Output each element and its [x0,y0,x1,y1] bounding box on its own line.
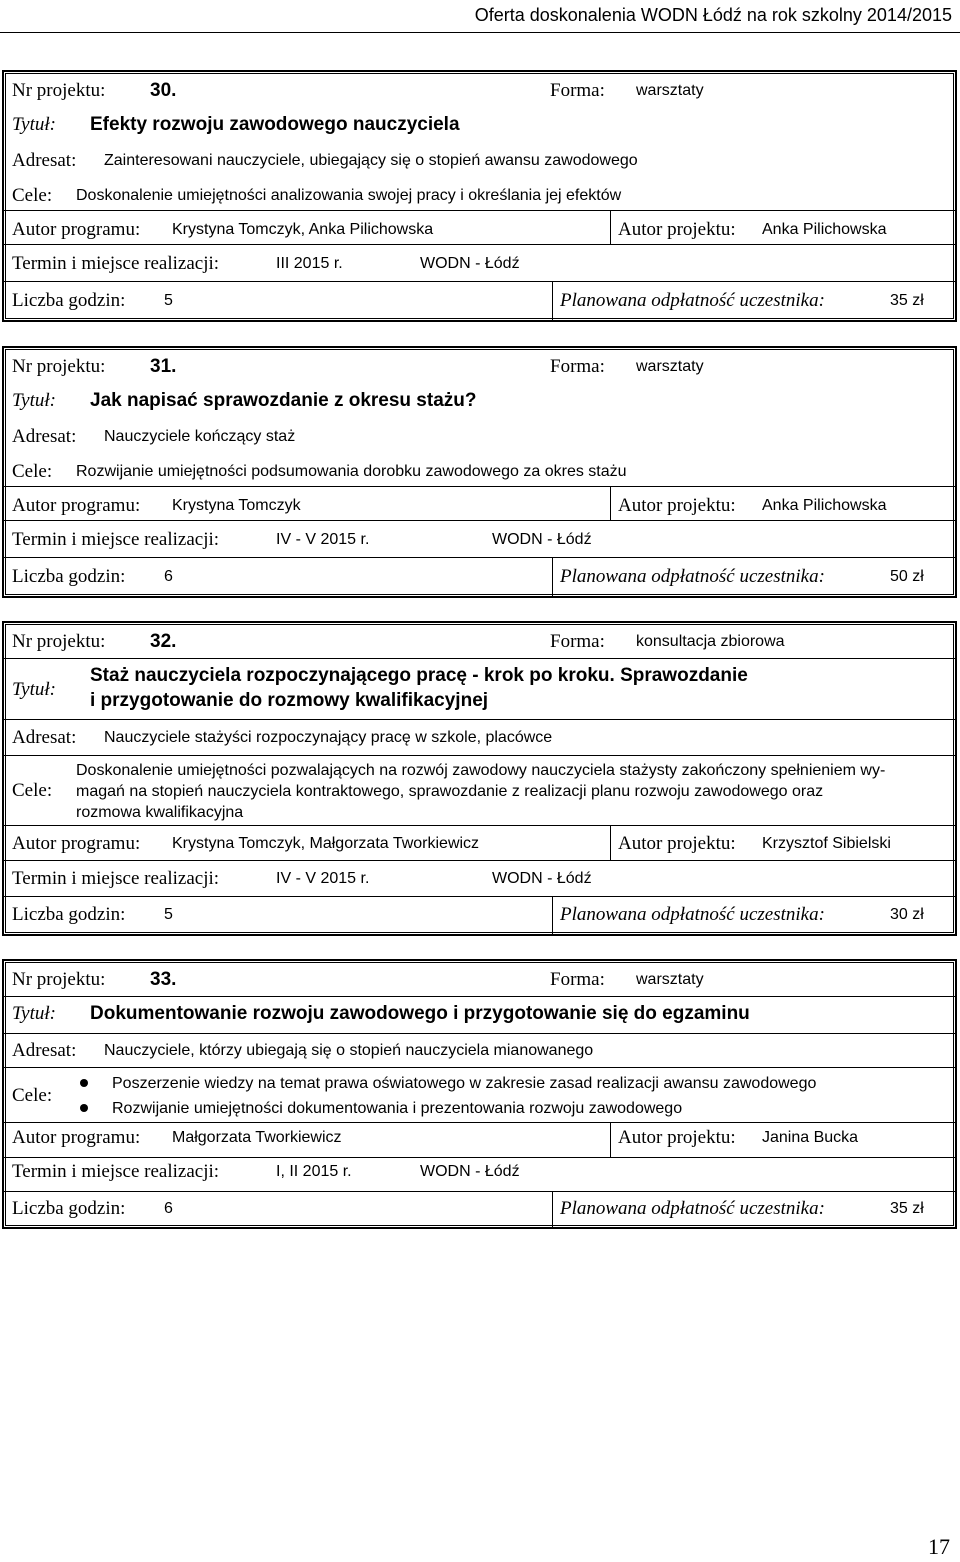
bullet-icon [80,1079,88,1087]
forma-label: Forma: [550,631,605,652]
project-number: 33. [150,969,177,990]
nr-label: Nr projektu: [12,356,106,377]
divider [4,658,955,659]
adresat-label: Adresat: [12,150,77,171]
miejsce-value: WODN - Łódź [492,870,592,887]
page-number: 17 [928,1534,950,1559]
odplatnosc-label: Planowana odpłatność uczestnika: [560,904,825,925]
adresat-value: Nauczyciele, którzy ubiegają się o stopień nauczyciela mianowanego [104,1042,594,1059]
autor-projektu-label: Autor projektu: [618,1127,736,1148]
tytul-label: Tytuł: [12,1003,56,1024]
cele-label: Cele: [12,185,53,206]
divider [4,825,955,826]
termin-label: Termin i miejsce realizacji: [12,529,220,550]
autor-programu-label: Autor programu: [12,219,141,240]
odplatnosc-value: 35 zł [890,1200,924,1217]
termin-value: III 2015 r. [276,255,343,272]
autor-projektu-value: Janina Bucka [762,1129,859,1146]
project-number: 31. [150,356,177,377]
liczba-godzin-value: 5 [164,292,173,309]
divider [4,1122,955,1123]
project-title: Efekty rozwoju zawodowego nauczyciela [90,114,460,135]
project-title: Dokumentowanie rozwoju zawodowego i przygotowanie się do egzaminu [90,1003,750,1024]
tytul-label: Tytuł: [12,679,56,700]
divider [4,719,955,720]
autor-programu-value: Krystyna Tomczyk, Anka Pilichowska [172,221,434,238]
odplatnosc-label: Planowana odpłatność uczestnika: [560,566,825,587]
autor-programu-label: Autor programu: [12,833,141,854]
divider [4,1067,955,1068]
liczba-godzin-value: 6 [164,1200,173,1217]
autor-projektu-value: Anka Pilichowska [762,497,887,514]
header-title: Oferta doskonalenia WODN Łódź na rok szkolny 2014/2015 [474,5,952,25]
miejsce-value: WODN - Łódź [420,1163,520,1180]
divider [552,1191,553,1227]
termin-label: Termin i miejsce realizacji: [12,868,220,889]
forma-label: Forma: [550,356,605,377]
liczba-godzin-value: 5 [164,906,173,923]
cele-list-item [76,1096,816,1121]
cele-line: Doskonalenie umiejętności pozwalających na rozwój zawodowy nauczyciela stażysty zakończony spełnieniem wy- [76,762,886,779]
miejsce-value: WODN - Łódź [420,255,520,272]
cele-item-text: Rozwijanie umiejętności dokumentowania i prezentowania rozwoju zawodowego [112,1100,683,1117]
termin-label: Termin i miejsce realizacji: [12,253,220,274]
liczba-godzin-label: Liczba godzin: [12,566,126,587]
termin-value: IV - V 2015 r. [276,870,370,887]
project-title-line-1: Staż nauczyciela rozpoczynającego pracę - krok po kroku. Sprawozdanie [90,665,748,686]
divider [552,557,553,596]
adresat-value: Zainteresowani nauczyciele, ubiegający się o stopień awansu zawodowego [104,152,638,169]
autor-programu-label: Autor programu: [12,495,141,516]
project-title: Jak napisać sprawozdanie z okresu stażu? [90,390,477,411]
autor-programu-label: Autor programu: [12,1127,141,1148]
divider [4,896,955,897]
divider [552,281,553,320]
divider [4,1157,955,1158]
cele-value: Doskonalenie umiejętności analizowania swojej pracy i określania jej efektów [76,187,622,204]
page-header [0,0,960,42]
nr-label: Nr projektu: [12,969,106,990]
liczba-godzin-label: Liczba godzin: [12,290,126,311]
cele-value: Rozwijanie umiejętności podsumowania dorobku zawodowego za okres stażu [76,463,627,480]
termin-value: I, II 2015 r. [276,1163,352,1180]
divider [4,244,955,245]
cele-value [76,760,946,823]
divider [4,557,955,558]
cele-list-item [76,1071,816,1096]
cele-list [76,1071,816,1121]
cele-line: rozmowa kwalifikacyjna [76,804,244,821]
nr-label: Nr projektu: [12,631,106,652]
autor-projektu-value: Anka Pilichowska [762,221,887,238]
project-number: 32. [150,631,177,652]
forma-label: Forma: [550,80,605,101]
cele-label: Cele: [12,1085,53,1106]
divider [4,755,955,756]
odplatnosc-value: 35 zł [890,292,924,309]
termin-value: IV - V 2015 r. [276,531,370,548]
divider [610,1122,611,1157]
bullet-icon [80,1104,88,1112]
project-title-line-2: i przygotowanie do rozmowy kwalifikacyjnej [90,690,489,711]
divider [552,896,553,934]
project-card-32 [2,621,957,936]
autor-programu-value: Krystyna Tomczyk [172,497,301,514]
divider [610,210,611,244]
cele-item-text: Poszerzenie wiedzy na temat prawa oświatowego w zakresie zasad realizacji awansu zawodowego [112,1075,817,1092]
divider [4,210,955,211]
divider [4,281,955,282]
forma-value: warsztaty [636,971,704,988]
nr-label: Nr projektu: [12,80,106,101]
liczba-godzin-label: Liczba godzin: [12,1198,126,1219]
miejsce-value: WODN - Łódź [492,531,592,548]
adresat-label: Adresat: [12,727,77,748]
project-number: 30. [150,80,177,101]
odplatnosc-label: Planowana odpłatność uczestnika: [560,290,825,311]
autor-projektu-label: Autor projektu: [618,495,736,516]
divider [4,520,955,521]
adresat-value: Nauczyciele stażyści rozpoczynający pracę w szkole, placówce [104,729,553,746]
autor-projektu-label: Autor projektu: [618,219,736,240]
divider [4,1033,955,1034]
autor-projektu-label: Autor projektu: [618,833,736,854]
cele-label: Cele: [12,780,53,801]
termin-label: Termin i miejsce realizacji: [12,1161,220,1182]
project-card-30 [2,70,957,322]
project-card-31 [2,346,957,598]
forma-label: Forma: [550,969,605,990]
divider [610,825,611,860]
forma-value: konsultacja zbiorowa [636,633,785,650]
tytul-label: Tytuł: [12,390,56,411]
odplatnosc-label: Planowana odpłatność uczestnika: [560,1198,825,1219]
tytul-label: Tytuł: [12,114,56,135]
autor-programu-value: Krystyna Tomczyk, Małgorzata Tworkiewicz [172,835,480,852]
liczba-godzin-label: Liczba godzin: [12,904,126,925]
cele-line: magań na stopień nauczyciela kontraktowego, sprawozdanie z realizacji planu rozwoju zawodowego oraz [76,783,824,800]
project-card-33 [2,959,957,1229]
divider [610,486,611,520]
cele-label: Cele: [12,461,53,482]
adresat-value: Nauczyciele kończący staż [104,428,296,445]
adresat-label: Adresat: [12,1040,77,1061]
divider [4,860,955,861]
odplatnosc-value: 30 zł [890,906,924,923]
forma-value: warsztaty [636,358,704,375]
liczba-godzin-value: 6 [164,568,173,585]
forma-value: warsztaty [636,82,704,99]
autor-programu-value: Małgorzata Tworkiewicz [172,1129,342,1146]
divider [4,996,955,997]
divider [4,486,955,487]
autor-projektu-value: Krzysztof Sibielski [762,835,891,852]
adresat-label: Adresat: [12,426,77,447]
header-rule [0,32,960,33]
divider [4,1191,955,1192]
odplatnosc-value: 50 zł [890,568,924,585]
